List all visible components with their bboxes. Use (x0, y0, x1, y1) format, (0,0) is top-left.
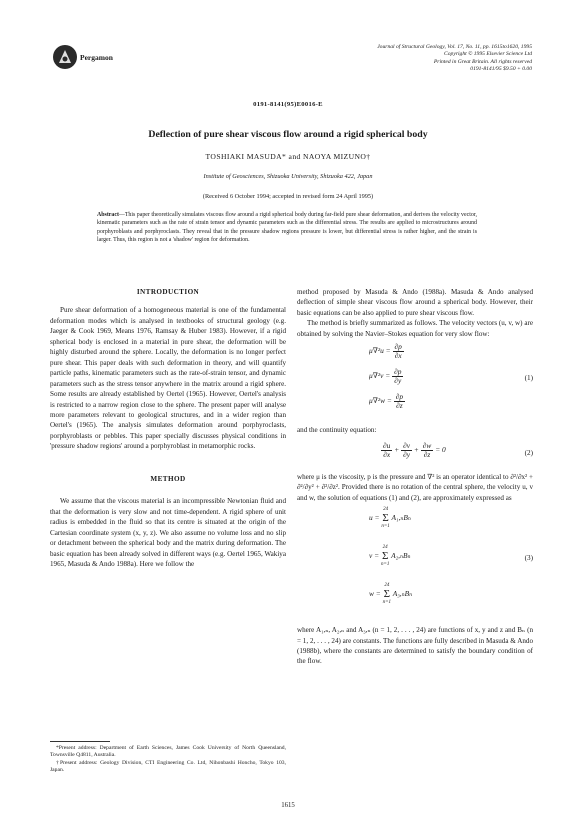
method-heading: METHOD (150, 474, 186, 483)
sum-lower-limit: n=1 (381, 524, 390, 530)
eq2-term-v (401, 442, 412, 459)
equation-1 (297, 343, 533, 419)
eq3-term-u: A₁,ₙBₙ (391, 513, 411, 523)
abstract-label: Abstract (97, 212, 119, 218)
left-column (50, 287, 286, 569)
eq3-lhs-w: w = (369, 589, 381, 599)
equation-1-number: (1) (524, 374, 533, 383)
eq2-den-y: ∂y (403, 449, 411, 459)
method-paragraph: We assume that the viscous material is an incompressible Newtonian fluid and that the deformation is very slow and not time-dependent. A rigid sphere of unit radius is embedded in the fluid so that its centre is situated at the origin of the Cartesian coordinate system (x, y, z). We also assume no volume loss and no slip or detachment between the spherical body and the matrix during deformation. The basic equation has been already solved in different ways (e.g. Oertel 1965, Wakiya 1965, Masuda & Ando 1988a). Here we follow the (50, 497, 286, 568)
eq1-frac-y (392, 368, 403, 385)
sum-upper-limit: 24 (384, 583, 390, 589)
eq3-sum-u (381, 507, 389, 530)
equation-3 (297, 507, 533, 621)
introduction-heading: INTRODUCTION (136, 288, 200, 296)
sum-upper-limit: 24 (382, 545, 388, 551)
eq1-num-z: ∂p (395, 392, 404, 402)
eq2-num-v: ∂v (403, 440, 411, 450)
journal-line: Copyright © 1995 Elsevier Science Ltd (444, 51, 532, 58)
journal-info (282, 44, 532, 74)
sum-lower-limit: n=1 (380, 562, 390, 568)
eq1-equals: = (386, 396, 392, 406)
received-dates: (Received 6 October 1994; accepted in revised form 24 April 1995) (202, 193, 374, 200)
footnotes (50, 745, 286, 775)
footnote-divider (50, 741, 110, 742)
eq3-sum-w (383, 583, 391, 606)
eq3-term-w: A₃,ₙBₙ (392, 589, 413, 599)
page-number: 1615 (281, 802, 295, 809)
eq1-frac-z (394, 393, 405, 410)
right-paragraph-4: where μ is the viscosity, p is the pressure and ∇² is an operator identical to ∂²/∂x² + ∂²/∂y² + ∂²/∂z². Provided there is no rotation of the central sphere, the velocity u, v and w, the solution of equations (1) and (2), are approximately expressed as (297, 472, 533, 502)
right-column (297, 287, 533, 667)
eq1-num-y: ∂p (394, 367, 402, 377)
eq1-den-x: ∂x (394, 351, 402, 361)
eq1-num-x: ∂p (394, 342, 402, 352)
journal-line: 0191-8141/95 $9.50 + 0.00 (470, 66, 532, 73)
eq3-lhs-v: v = (369, 551, 380, 561)
equation-2-number: (2) (524, 448, 533, 457)
eq2-num-u: ∂u (383, 440, 391, 450)
eq1-frac-x (393, 343, 404, 360)
footnote-2: †Present address: Geology Division, CTI Engineering Co. Ltd, Nihonbashi Honcho, Tokyo 103, Japan. (50, 759, 286, 774)
eq2-den-z: ∂z (423, 449, 431, 459)
publisher-name: Pergamon (80, 53, 113, 62)
abstract (97, 211, 477, 244)
publisher-logo-icon (50, 42, 80, 72)
eq2-num-w: ∂w (422, 440, 432, 450)
sigma-symbol: Σ (382, 512, 389, 525)
right-paragraph-1: method proposed by Masuda & Ando (1988a). Masuda & Ando analysed deflection of simple shear viscous flow around a spherical body. However, their basic equations can be also applied to pure shear viscous flow. (297, 288, 533, 317)
equation-3-number: (3) (524, 554, 533, 563)
eq1-lhs-v: μ∇²v (369, 371, 384, 381)
paper-authors: TOSHIAKI MASUDA* and NAOYA MIZUNO† (205, 152, 371, 161)
eq3-lhs-u: u = (369, 513, 380, 523)
right-paragraph-5: where A₁,ₙ, A₂,ₙ and A₃,ₙ (n = 1, 2, . . . , 24) are functions of x, y and z and Bₙ (n = 1, 2, . . . , 24) are constants. The functions are fully described in Masuda & Ando (1988b), where the constants are determined to satisfy the boundary condition of the flow. (297, 626, 533, 666)
paper-title: Deflection of pure shear viscous flow around a rigid spherical body (148, 129, 428, 140)
eq1-equals: = (385, 371, 391, 381)
journal-line: Printed in Great Britain. All rights reserved (433, 58, 532, 65)
eq2-den-x: ∂x (383, 449, 391, 459)
eq1-den-z: ∂z (396, 401, 403, 411)
eq2-term-u (381, 442, 392, 459)
equation-2 (297, 440, 533, 468)
sigma-symbol: Σ (381, 550, 389, 563)
eq1-lhs-w: μ∇²w (369, 396, 386, 406)
eq1-den-y: ∂y (394, 376, 402, 386)
eq3-sum-v (381, 545, 389, 568)
sum-lower-limit: n=1 (382, 600, 391, 606)
abstract-text: —This paper theoretically simulates viscous flow around a rigid spherical body during far-field pure shear deformation, and derives the velocity vector, kinematic parameters such as the rate of strain tensor and dynamic parameters such as the differential stress. The results are applied to microstructures around porphyroblasts and porphyroclasts. They reveal that in the pressure shadow regions pressure is lower, but differential stress is rather higher, and the strain is larger. Thus, this region is not a 'shadow' region for deformation. (97, 212, 477, 243)
introduction-paragraph: Pure shear deformation of a homogeneous material is one of the fundamental deformation modes which is analysed in textbooks of structural geology (e.g. Jaeger & Cook 1969, Means 1976, Ramsay & Huber 1983). However, if a rigid spherical body is enclosed in a material in pure shear, the deformation will be highly disturbed around the sphere. Locally, the deformation is no longer perfect pure shear. This paper deals with such deformation in theory, and will quantify particle paths, kinematic parameters such as the rate-of-strain tensor, and dynamic parameters such as the stress tensor anywhere in the matrix around a rigid sphere. Some results are already established by Oertel (1965). However, Oertel's analysis is restricted to a narrow region close to the sphere. The present paper will analyse more parameters relevant to geological structures, and in a wider region than Oertel's (1965). The analysis simulates deformation around porphyroclasts, porphyroblasts or pebbles. This paper specially discusses physical conditions in 'pressure shadow regions' around a porphyroblast in metamorphic rocks. (50, 306, 286, 451)
eq2-plus: + (394, 444, 400, 454)
eq2-rhs: = 0 (435, 444, 446, 454)
affiliation: Institute of Geosciences, Shizuoka University, Shizuoka 422, Japan (203, 173, 373, 180)
sigma-symbol: Σ (383, 588, 391, 601)
footnote-1: *Present address: Department of Earth Sciences, James Cook University of North Queensland, Townsville Q4811, Australia. (50, 745, 286, 759)
eq2-term-w (421, 442, 434, 459)
eq1-lhs-u: μ∇²u (369, 346, 384, 356)
journal-line: Journal of Structural Geology, Vol. 17, No. 11, pp. 1615to1620, 1995 (377, 44, 532, 50)
eq1-equals: = (385, 346, 391, 356)
pii-code: 0191-8141(95)E0016-E (253, 101, 323, 108)
right-paragraph-2: The method is briefly summarized as follows. The velocity vectors (u, v, w) are obtained by solving the Navier–Stokes equation for very slow flow: (297, 319, 533, 338)
sum-upper-limit: 24 (383, 507, 389, 513)
eq3-term-v: A₂,ₙBₙ (391, 551, 411, 561)
eq2-plus: + (413, 444, 419, 454)
right-paragraph-3: and the continuity equation: (297, 426, 377, 435)
